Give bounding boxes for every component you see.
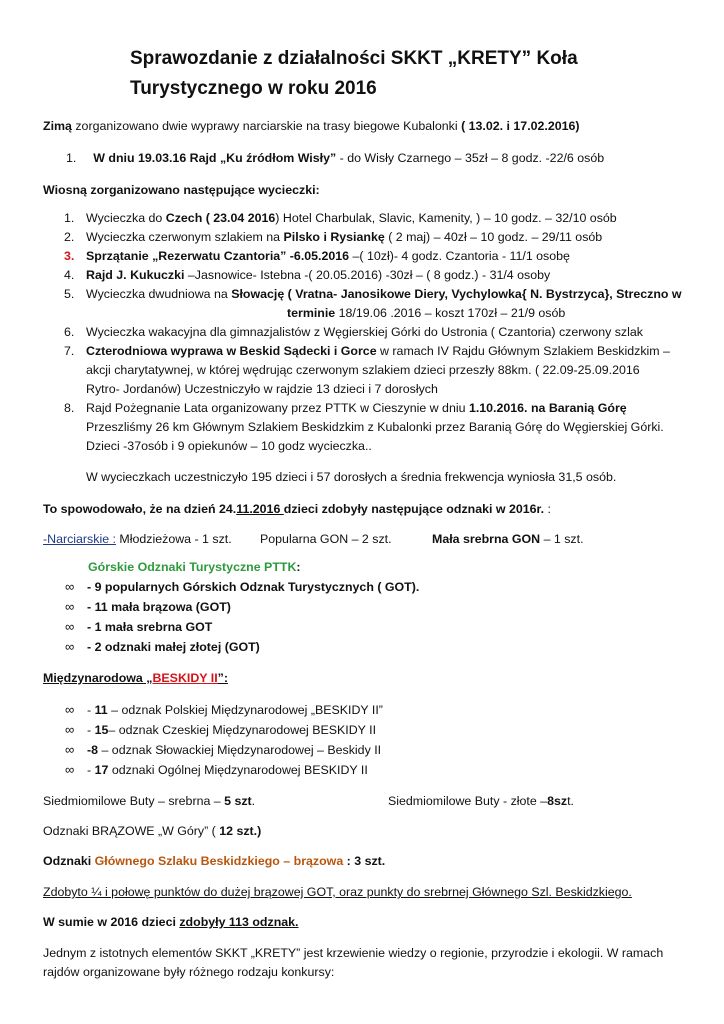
spring-item-number: 4. bbox=[64, 268, 75, 282]
got-heading-colon: : bbox=[296, 560, 301, 574]
spring-item-text: –( 10zł)- 4 godz. Czantoria - 11/1 osobę bbox=[349, 249, 570, 263]
page-title-line-2: Turystycznego w roku 2016 bbox=[130, 78, 377, 99]
intl-heading-text: Międzynarodowa „ bbox=[43, 671, 153, 685]
infinity-bullet-icon: ∞ bbox=[65, 722, 75, 737]
spring-item-text: Wycieczka dwudniowa na bbox=[86, 287, 232, 301]
spring-item-number: 1. bbox=[64, 211, 75, 225]
spring-item-7-cont-2: Rytro- Jordanów) Uczestniczyło w rajdzie 13 dzieci i 7 dorosłych bbox=[86, 382, 438, 396]
winter-text: zorganizowano dwie wyprawy narciarskie na trasy biegowe Kubalonki bbox=[71, 119, 462, 133]
winter-dates: ( 13.02. i 17.02.2016) bbox=[461, 119, 580, 133]
boots-silver-dot: . bbox=[251, 794, 256, 808]
spring-item-text: ) Hotel Charbulak, Slavic, Kamenity, ) – 10 godz. – 32/10 osób bbox=[275, 211, 617, 225]
spring-item-8 bbox=[64, 400, 627, 416]
spring-item-7-cont-1: akcji charytatywnej, w której wędrując czerwonym szlakiem dzieci przeszły 88km. ( 22.09-25.09.2016 bbox=[86, 363, 640, 377]
boots-gold-count: 8sz bbox=[547, 794, 568, 808]
got-item-text: - 1 mała srebrna GOT bbox=[87, 620, 213, 634]
spring-item-bold: Rajd J. Kukuczki bbox=[86, 268, 185, 282]
gsb-badges bbox=[43, 853, 385, 869]
spring-item-4 bbox=[64, 267, 551, 283]
page-title-line-1: Sprawozdanie z działalności SKKT „KRETY” Koła bbox=[130, 48, 578, 69]
badges-intro-text: dzieci zdobyły następujące odznaki w 2016r. bbox=[283, 502, 545, 516]
spring-item-number: 5. bbox=[64, 287, 75, 301]
spring-item-number: 8. bbox=[64, 401, 75, 415]
winter-paragraph bbox=[43, 118, 580, 134]
boots-gold-tail: t. bbox=[567, 794, 574, 808]
spring-item-8-cont-2: Dzieci -37osób i 9 opiekunów – 10 godz wycieczka.. bbox=[86, 439, 372, 453]
winter-item-text: - do Wisły Czarnego – 35zł – 8 godz. -22/6 osób bbox=[336, 151, 605, 165]
ski-badge-bold: Mała srebrna GON bbox=[432, 532, 541, 546]
spring-item-bold: Czech ( 23.04 2016 bbox=[165, 211, 276, 225]
boots-silver bbox=[43, 793, 255, 809]
spring-item-bold: 1.10.2016. na Baranią Górę bbox=[468, 401, 627, 415]
spring-item-text: Rajd Pożegnanie Lata organizowany przez PTTK w Cieszynie w dniu bbox=[86, 401, 469, 415]
brown-badges-count: 12 szt.) bbox=[219, 824, 262, 838]
spring-item-5-cont bbox=[287, 305, 565, 321]
ski-label: -Narciarskie : bbox=[43, 532, 116, 546]
infinity-bullet-icon: ∞ bbox=[65, 639, 75, 654]
spring-item-text: Wycieczka czerwonym szlakiem na bbox=[86, 230, 284, 244]
spring-heading: Wiosną zorganizowano następujące wycieczki: bbox=[43, 183, 320, 197]
spring-item-number: 6. bbox=[64, 325, 75, 339]
intl-heading-text: ”: bbox=[217, 671, 228, 685]
ski-badge-count: – 1 szt. bbox=[540, 532, 584, 546]
intl-item-dash: - bbox=[87, 703, 95, 717]
winter-item-1 bbox=[66, 150, 604, 166]
got-heading bbox=[88, 559, 301, 575]
spring-item-bold: Słowację ( Vratna- Janosikowe Diery, Vychylowka{ N. Bystrzyca}, Streczno w bbox=[231, 287, 682, 301]
intl-heading-name: BESKIDY II bbox=[152, 671, 218, 685]
boots-silver-count: 5 szt bbox=[224, 794, 252, 808]
spring-item-2 bbox=[64, 229, 603, 245]
spring-item-bold: Pilsko i Rysiankę bbox=[283, 230, 385, 244]
got-item-text: - 2 odznaki małej złotej (GOT) bbox=[87, 640, 260, 654]
intl-item-count: 15 bbox=[94, 723, 109, 737]
spring-item-7 bbox=[64, 343, 670, 359]
boots-silver-text: Siedmiomilowe Buty – srebrna – bbox=[43, 794, 225, 808]
gsb-name: Głównego Szlaku Beskidzkiego – brązowa bbox=[94, 854, 344, 868]
ski-badges bbox=[43, 531, 232, 547]
got-heading-text: Górskie Odznaki Turystyczne PTTK bbox=[88, 560, 297, 574]
spring-item-text: Wycieczka do bbox=[86, 211, 166, 225]
winter-label: Zimą bbox=[43, 119, 72, 133]
spring-item-bold: Czterodniowa wyprawa w Beskid Sądecki i Gorce bbox=[86, 344, 377, 358]
badges-intro-colon: : bbox=[544, 502, 551, 516]
infinity-bullet-icon: ∞ bbox=[65, 742, 75, 757]
spring-item-1 bbox=[64, 210, 617, 226]
spring-item-text: ( 2 maj) – 40zł – 10 godz. – 29/11 osób bbox=[384, 230, 603, 244]
total-count: zdobyły 113 odznak. bbox=[179, 915, 299, 929]
spring-item-text: 18/19.06 .2016 – koszt 170zł – 21/9 osób bbox=[335, 306, 566, 320]
gsb-count: : 3 szt. bbox=[343, 854, 386, 868]
badges-intro-text: To spowodowało, że na dzień 24. bbox=[43, 502, 237, 516]
badges-intro bbox=[43, 501, 551, 517]
spring-item-5 bbox=[64, 286, 682, 302]
intl-item-text: – odznak Słowackiej Międzynarodowej – Beskidy II bbox=[98, 743, 382, 757]
intl-item-dash: - bbox=[87, 723, 95, 737]
ski-badge-popular: Popularna GON – 2 szt. bbox=[260, 532, 392, 546]
intl-heading bbox=[43, 670, 228, 686]
infinity-bullet-icon: ∞ bbox=[65, 702, 75, 717]
boots-gold bbox=[388, 793, 574, 809]
spring-item-bold: Sprzątanie „Rezerwatu Czantoria” -6.05.2016 bbox=[86, 249, 350, 263]
intl-item-text: – odznak Polskiej Międzynarodowej „BESKIDY II” bbox=[107, 703, 383, 717]
infinity-bullet-icon: ∞ bbox=[65, 579, 75, 594]
intl-item-text: odznaki Ogólnej Międzynarodowej BESKIDY II bbox=[108, 763, 368, 777]
spring-item-text: w ramach IV Rajdu Głównym Szlakiem Beskidzkim – bbox=[376, 344, 670, 358]
closing-paragraph-line-2: rajdów organizowane były różnego rodzaju konkursy: bbox=[43, 965, 335, 979]
closing-paragraph-line-1: Jednym z istotnych elementów SKKT „KRETY” jest krzewienie wiedzy o regionie, przyrodzie i ekologii. W ramach bbox=[43, 946, 664, 960]
spring-item-6 bbox=[64, 324, 643, 340]
infinity-bullet-icon: ∞ bbox=[65, 599, 75, 614]
intl-item-dash: - bbox=[87, 763, 95, 777]
spring-item-text: –Jasnowice- Istebna -( 20.05.2016) -30zł – ( 8 godz.) - 31/4 osoby bbox=[184, 268, 551, 282]
spring-item-number: 3. bbox=[64, 249, 75, 263]
spring-item-8-cont-1: Przeszliśmy 26 km Głównym Szlakiem Beskidzkim z Kubalonki przez Baranią Górę do Węgierskiej Górki. bbox=[86, 420, 664, 434]
intl-item-count: 11 bbox=[94, 703, 108, 717]
total-text: W sumie w 2016 dzieci bbox=[43, 915, 180, 929]
got-item-text: - 9 popularnych Górskich Odznak Turystycznych ( GOT). bbox=[87, 580, 420, 594]
infinity-bullet-icon: ∞ bbox=[65, 619, 75, 634]
ski-badge-youth: Młodzieżowa - 1 szt. bbox=[115, 532, 232, 546]
intl-item-count: 17 bbox=[94, 763, 109, 777]
winter-item-bold: W dniu 19.03.16 Rajd „Ku źródłom Wisły” bbox=[93, 151, 337, 165]
winter-item-number: 1. bbox=[66, 151, 77, 165]
total-badges bbox=[43, 914, 299, 930]
gsb-text: Odznaki bbox=[43, 854, 95, 868]
points-gained: Zdobyto ¼ i połowę punktów do dużej brązowej GOT, oraz punkty do srebrnej Głównego Szl. Beskidzkiego. bbox=[43, 885, 632, 899]
spring-item-number: 2. bbox=[64, 230, 75, 244]
brown-badges bbox=[43, 823, 261, 839]
badges-intro-date: 11.2016 bbox=[236, 502, 284, 516]
intl-item-text: – odznak Czeskiej Międzynarodowej BESKIDY II bbox=[108, 723, 377, 737]
spring-item-3 bbox=[64, 248, 570, 264]
infinity-bullet-icon: ∞ bbox=[65, 762, 75, 777]
brown-badges-text: Odznaki BRĄZOWE „W Góry” ( bbox=[43, 824, 220, 838]
boots-gold-text: Siedmiomilowe Buty - złote – bbox=[388, 794, 548, 808]
ski-badge-small-silver bbox=[432, 531, 584, 547]
spring-item-text: Wycieczka wakacyjna dla gimnazjalistów z Węgierskiej Górki do Ustronia ( Czantoria) czerwony szlak bbox=[86, 325, 643, 339]
got-item-text: - 11 mała brązowa (GOT) bbox=[87, 600, 231, 614]
intl-item-count: -8 bbox=[87, 743, 99, 757]
spring-item-number: 7. bbox=[64, 344, 75, 358]
trips-summary: W wycieczkach uczestniczyło 195 dzieci i 57 dorosłych a średnia frekwencja wyniosła 31,5 osób. bbox=[86, 470, 617, 484]
spring-item-bold: terminie bbox=[287, 306, 336, 320]
